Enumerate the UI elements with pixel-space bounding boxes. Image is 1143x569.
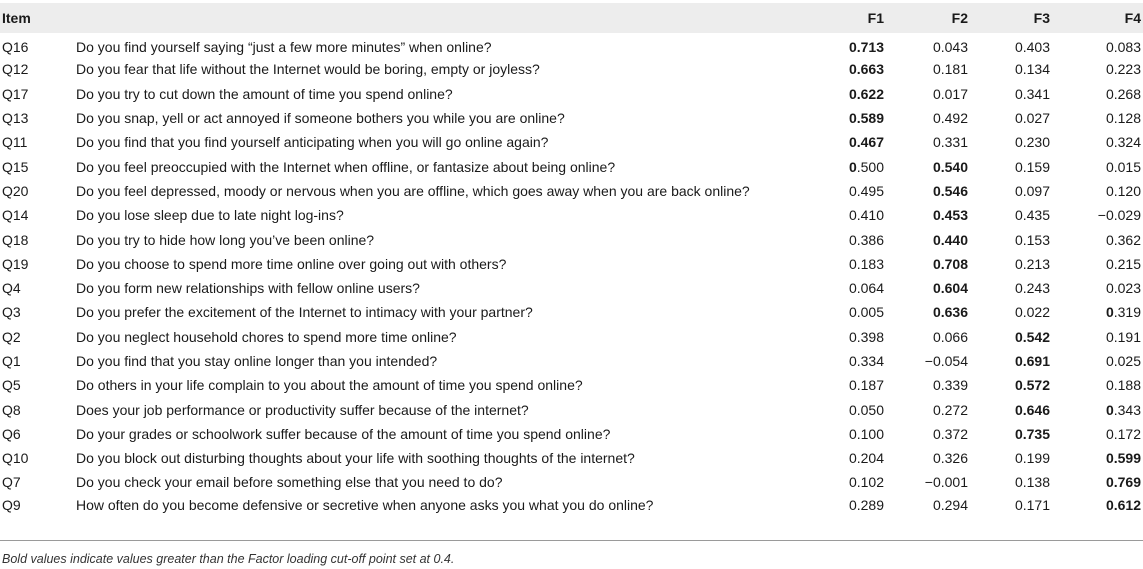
loading-f1 [832,252,884,276]
item-question: Do you find that you find yourself anticipating when you will go online again? [76,134,549,151]
loading-f3 [968,154,1050,178]
loading-f2 [884,495,968,519]
loading-f4-value: 0.015 [1105,158,1141,175]
loading-f1-value: 0.713 [848,39,884,56]
loading-f3 [968,106,1050,130]
table-bottom-rule [0,540,1143,541]
loading-f3 [968,349,1050,373]
loading-f4-value: 0.023 [1105,280,1141,297]
loading-f2 [884,422,968,446]
loading-f3-value: 0.138 [1014,474,1050,491]
loading-f3-value: 0.572 [1014,377,1050,394]
loading-f4-value: .319 [1113,304,1141,321]
item-id: Q18 [2,231,29,248]
loading-f4 [1050,325,1143,349]
table-row [0,422,1143,446]
loading-f3-value: 0.097 [1014,182,1050,199]
item-question: Do you block out disturbing thoughts about your life with soothing thoughts of the internet? [76,450,635,467]
loading-f2 [884,154,968,178]
loading-f2-value: 0.181 [932,61,968,78]
loading-f3-value: 0.199 [1014,450,1050,467]
loading-f2-value: 0.492 [932,110,968,127]
item-question: Do you try to cut down the amount of time you spend online? [76,85,453,102]
loading-f3 [968,373,1050,397]
loading-f1 [832,203,884,227]
item-question: Do you prefer the excitement of the Internet to intimacy with your partner? [76,304,533,321]
loading-f1-value: 0.289 [848,497,884,514]
loading-f3-value: 0.027 [1014,110,1050,127]
table-row [0,130,1143,154]
item-question: Do you find that you stay online longer than you intended? [76,353,438,369]
item-question: Do you find yourself saying “just a few more minutes” when online? [76,39,492,56]
loading-f3-value: 0.243 [1014,280,1050,297]
loading-f1-value: .500 [856,158,884,175]
table-row [0,82,1143,106]
loading-f1 [832,82,884,106]
loading-f4-value: 0.188 [1105,377,1141,394]
loading-f1-value: 0.622 [848,85,884,102]
loading-f3 [968,252,1050,276]
loading-f3 [968,422,1050,446]
loading-f4-value: 0.172 [1105,425,1141,442]
loading-f2-value: 0.453 [932,207,968,224]
item-question: Do you fear that life without the Internet would be boring, empty or joyless? [76,61,540,78]
table-footnote: Bold values indicate values greater than the Factor loading cut-off point set at 0.4. [2,552,455,566]
loading-f4-lead: 0 [1105,401,1114,418]
loading-f4 [1050,397,1143,421]
item-id: Q7 [2,474,21,491]
loading-f2-value: 0.708 [932,255,968,272]
table-row [0,252,1143,276]
loading-f2-value: 0.636 [932,304,968,321]
loading-f1-value: 0.589 [848,110,884,127]
loading-f1 [832,325,884,349]
loading-f2 [884,227,968,251]
loading-f2 [884,373,968,397]
loading-f4 [1050,130,1143,154]
loading-f2 [884,397,968,421]
loading-f4 [1050,446,1143,470]
loading-f2-value: 0.540 [932,158,968,175]
loading-f1 [832,397,884,421]
item-id: Q5 [2,377,21,394]
table-row [0,470,1143,494]
item-id: Q13 [2,110,29,127]
loading-f2 [884,57,968,81]
item-question: Do you choose to spend more time online over going out with others? [76,255,507,272]
item-id: Q14 [2,207,29,224]
loading-f1-value: 0.663 [848,61,884,78]
table-row [0,154,1143,178]
table-row [0,446,1143,470]
loading-f4 [1050,276,1143,300]
loading-f4-value: 0.120 [1105,182,1141,199]
loading-f3 [968,495,1050,519]
loading-f2-value: −0.001 [924,474,968,491]
loading-f1-value: 0.334 [848,353,884,369]
loading-f2-value: 0.272 [932,401,968,418]
loading-f1 [832,106,884,130]
loading-f1-value: 0.398 [848,328,884,345]
loading-f1 [832,130,884,154]
table-row [0,106,1143,130]
header-f1: F1 [867,10,884,26]
item-id: Q12 [2,61,29,78]
loading-f3 [968,179,1050,203]
table-row [0,495,1143,519]
loading-f2 [884,179,968,203]
table-row [0,397,1143,421]
loading-f3-value: 0.646 [1014,401,1050,418]
loading-f4 [1050,422,1143,446]
loading-f2-value: 0.043 [932,39,968,56]
loading-f4 [1050,57,1143,81]
loading-f4 [1050,349,1143,373]
loading-f3-value: 0.230 [1014,134,1050,151]
loading-f1 [832,422,884,446]
loading-f3-value: 0.134 [1014,61,1050,78]
loading-f4 [1050,106,1143,130]
table-row [0,57,1143,81]
item-question: How often do you become defensive or secretive when anyone asks you what you do online? [76,497,654,514]
item-id: Q6 [2,425,21,442]
loading-f2-value: 0.326 [932,450,968,467]
item-id: Q16 [2,39,29,56]
loading-f4 [1050,373,1143,397]
loading-f4-value: 0.324 [1105,134,1141,151]
table-row [0,373,1143,397]
loading-f2 [884,276,968,300]
loading-f2-value: 0.440 [932,231,968,248]
item-id: Q15 [2,158,29,175]
item-id: Q9 [2,497,21,514]
loading-f3-value: 0.735 [1014,425,1050,442]
loading-f2-value: 0.294 [932,497,968,514]
loading-f4 [1050,227,1143,251]
loading-f1 [832,179,884,203]
loading-f2 [884,349,968,373]
loading-f3 [968,325,1050,349]
table-row [0,179,1143,203]
loading-f3 [968,57,1050,81]
table-row [0,227,1143,251]
loading-f2 [884,82,968,106]
loading-f2 [884,203,968,227]
loading-f2-value: 0.017 [932,85,968,102]
loading-f4 [1050,33,1143,57]
loading-f3 [968,397,1050,421]
item-question: Do you check your email before something else that you need to do? [76,474,503,491]
loading-f2 [884,325,968,349]
loading-f2 [884,446,968,470]
loading-f2-value: 0.331 [932,134,968,151]
loading-f3-value: 0.542 [1014,328,1050,345]
loading-f4-value: 0.599 [1105,450,1141,467]
loading-f1 [832,57,884,81]
loading-f2-value: 0.372 [932,425,968,442]
loading-f3 [968,130,1050,154]
loading-f3-value: 0.153 [1014,231,1050,248]
loading-f4-value: 0.268 [1105,85,1141,102]
item-id: Q4 [2,280,21,297]
loading-f3 [968,446,1050,470]
loading-f1-value: 0.064 [848,280,884,297]
loading-f4-value: 0.191 [1105,328,1141,345]
item-question: Do you form new relationships with fellow online users? [76,280,420,297]
loading-f2 [884,106,968,130]
header-f4: F4 [1124,10,1141,26]
factor-loadings-table [0,3,1143,519]
loading-f3-value: 0.403 [1014,39,1050,56]
loading-f4-value: −0.029 [1097,207,1141,224]
loading-f2-value: 0.339 [932,377,968,394]
loading-f3 [968,276,1050,300]
loading-f4-value: 0.083 [1105,39,1141,56]
loading-f1-value: 0.386 [848,231,884,248]
loading-f3 [968,203,1050,227]
header-row [0,3,1143,33]
header-f3: F3 [1033,10,1050,26]
loading-f1 [832,470,884,494]
item-question: Do you try to hide how long you’ve been online? [76,231,375,248]
loading-f3-value: 0.022 [1014,304,1050,321]
loading-f3 [968,300,1050,324]
loading-f4-value: 0.612 [1105,497,1141,514]
loading-f2 [884,300,968,324]
loading-f3-value: 0.159 [1014,158,1050,175]
loading-f1-value: 0.005 [848,304,884,321]
loading-f4-lead: 0 [1105,304,1114,321]
header-question [76,3,832,33]
loading-f1-value: 0.050 [848,401,884,418]
loading-f3 [968,82,1050,106]
loading-f4 [1050,154,1143,178]
loading-f4 [1050,179,1143,203]
loading-f1-value: 0.100 [848,425,884,442]
loading-f2-value: 0.546 [932,182,968,199]
loading-f1-value: 0.495 [848,182,884,199]
loading-f1 [832,276,884,300]
item-question: Do you lose sleep due to late night log-ins? [76,207,344,224]
loading-f4 [1050,203,1143,227]
loading-f1 [832,300,884,324]
loading-f2-value: 0.066 [932,328,968,345]
loading-f3-value: 0.691 [1014,353,1050,369]
loading-f2 [884,130,968,154]
table-row [0,325,1143,349]
table-row [0,33,1143,57]
table-row [0,300,1143,324]
item-question: Do you snap, yell or act annoyed if someone bothers you while you are online? [76,110,565,127]
loading-f3 [968,33,1050,57]
loading-f1-value: 0.410 [848,207,884,224]
loading-f3 [968,470,1050,494]
loading-f3-value: 0.171 [1014,497,1050,514]
item-id: Q19 [2,255,29,272]
item-id: Q17 [2,85,29,102]
loading-f3-value: 0.341 [1014,85,1050,102]
loading-f4-value: 0.769 [1105,474,1141,491]
item-id: Q2 [2,328,21,345]
table-row [0,349,1143,373]
loading-f4 [1050,252,1143,276]
item-id: Q11 [2,134,28,151]
loading-f1-value: 0.102 [848,474,884,491]
loading-f1 [832,33,884,57]
table-row [0,276,1143,300]
header-f2: F2 [951,10,968,26]
item-id: Q1 [2,353,21,369]
loading-f2-value: 0.604 [932,280,968,297]
table-body [0,33,1143,519]
item-id: Q3 [2,304,21,321]
loading-f2 [884,33,968,57]
loading-f4 [1050,470,1143,494]
table-header [0,3,1143,33]
item-question: Does your job performance or productivity suffer because of the internet? [76,401,529,418]
item-question: Do you neglect household chores to spend more time online? [76,328,457,345]
loading-f1-value: 0.467 [848,134,884,151]
table-row [0,203,1143,227]
loading-f4-value: 0.362 [1105,231,1141,248]
item-question: Do you feel preoccupied with the Internet when offline, or fantasize about being online? [76,158,616,175]
loading-f1 [832,227,884,251]
loading-f1 [832,495,884,519]
loading-f2-value: −0.054 [924,353,968,369]
loading-f1 [832,349,884,373]
loading-f4-value: .343 [1113,401,1141,418]
loading-f1-value: 0.204 [848,450,884,467]
item-question: Do you feel depressed, moody or nervous when you are offline, which goes away when you are back online? [76,182,750,199]
item-question: Do your grades or schoolwork suffer because of the amount of time you spend online? [76,425,611,442]
loading-f2 [884,252,968,276]
loading-f4-value: 0.223 [1105,61,1141,78]
item-id: Q8 [2,401,21,418]
loading-f2 [884,470,968,494]
loading-f1 [832,373,884,397]
loading-f3-value: 0.435 [1014,207,1050,224]
loading-f3-value: 0.213 [1014,255,1050,272]
item-id: Q20 [2,182,29,199]
loading-f4-value: 0.128 [1105,110,1141,127]
loading-f4-value: 0.025 [1105,353,1141,369]
loading-f1 [832,446,884,470]
loading-f1-lead: 0 [848,158,857,175]
item-id: Q10 [2,450,29,467]
loading-f3 [968,227,1050,251]
loading-f4 [1050,495,1143,519]
loading-f4 [1050,82,1143,106]
header-item: Item [2,10,31,26]
loading-f4-value: 0.215 [1105,255,1141,272]
loading-f4 [1050,300,1143,324]
loading-f1 [832,154,884,178]
loading-f1-value: 0.187 [848,377,884,394]
item-question: Do others in your life complain to you about the amount of time you spend online? [76,377,583,394]
loading-f1-value: 0.183 [848,255,884,272]
